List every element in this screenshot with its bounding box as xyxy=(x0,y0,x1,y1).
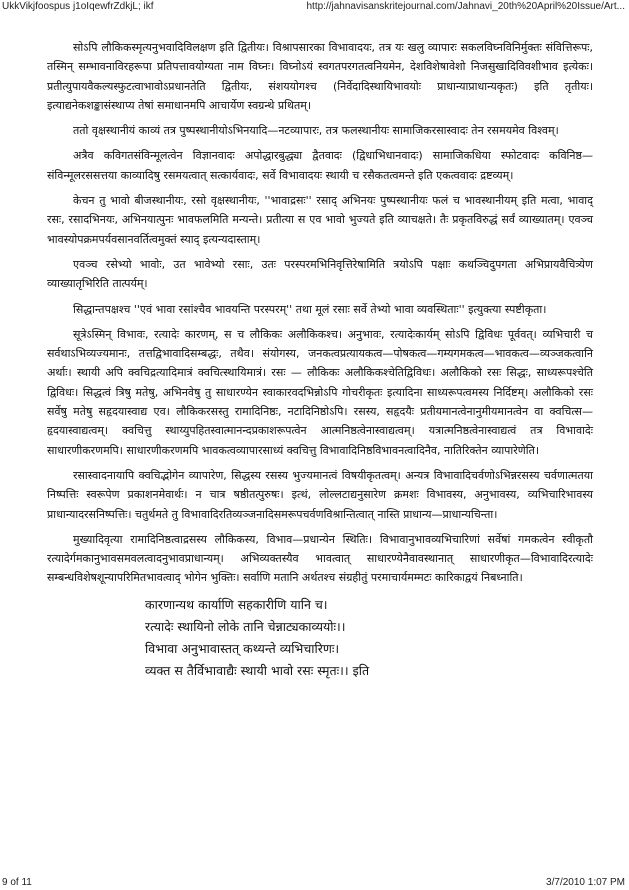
browser-print-header xyxy=(0,0,629,14)
verse-line-2: रत्यादेः स्थायिनो लोके तानि चेन्नाट्यकाव्ययोः।। xyxy=(145,618,346,634)
paragraph-4: केचन तु भावो बीजस्थानीयः, रसो वृक्षस्थानीयः, ''भावाद्रसः'' रसाद् अभिनयः पुष्पस्थानीयः फलं च भावस्थानीयम् इति मत्वा, भावाद् रसः, रसादभिनयः, अभिनयात्पुनः भावफलमिति मन्यन्ते। प्रतीत्या स एव भावो भुज्यते इति व्याचक्षते। तैः प्रकृतविरुद्धं सर्वं व्याख्यातम्। एवञ्च भावस्योपक्रमपर्यवसानवर्तित्वमुक्तं स्याद् इत्यन्यदास्ताम्। xyxy=(47,194,593,246)
paragraph-2: ततो वृक्षस्थानीयं काव्यं तत्र पुष्पस्थानीयोऽभिनयादि—नटव्यापारः, तत्र फलस्थानीयः सामाजिकरसास्वादः तेन रसमयमेव विश्वम्। xyxy=(73,124,559,138)
verse-line-1: कारणान्यथ कार्याणि सहकारीणि यानि च। xyxy=(145,596,328,612)
article-body xyxy=(47,38,593,682)
header-title: UkkVikjfoospus j1oIqewfrZdkjL; ikf xyxy=(2,1,154,12)
paragraph-6: सिद्धान्तपक्षश्च ''एवं भावा रसांश्चैव भावयन्ति परस्परम्'' तथा मूलं रसाः सर्वे तेभ्यो भावा व्यवस्थिताः'' इत्युक्त्या स्पष्टीकृता। xyxy=(73,302,547,316)
verse-line-3: विभावा अनुभावास्तत् कथ्यन्ते व्यभिचारिणः। xyxy=(145,640,340,656)
paragraph-8: रसास्वादनायापि क्वचिद्भोगेन व्यापारेण, सिद्धस्य रसस्य भुज्यमानत्वं विषयीकृतत्वम्। अन्यत्र विभावादिचर्वणोऽभिन्नरसस्य चर्वणात्मतया निष्पत्तिः स्वरूपेण प्रकाशनमेवार्थः। न चात्र षष्ठीतत्पुरुषः। इत्थं, लोल्लटाद्यनुसारेण क्रमशः विभावस्य, अनुभावस्य, व्यभिचारिभावस्य प्राधान्यादरसनिष्पत्तिः। चतुर्थमते तु विभावादिरतिव्यञ्जनादिसमरूपचर्वणविश्रान्तित्वात् नास्ति प्राधान्य—प्राधान्यचिन्ता। xyxy=(47,468,593,521)
paragraph-7: सूत्रेऽस्मिन् विभावः, रत्यादेः कारणम्, स च लौकिकः अलौकिकश्च। अनुभावः, रत्यादेःकार्यम् सोऽपि द्विविधः पूर्ववत्। व्यभिचारी च सर्वथाऽभिव्यज्यमानः, तत्तद्विभावादिसम्बद्धः, तथैव। संयोगस्य, जनकत्वप्रत्यायकत्व—पोषकत्व—गम्यगमकत्व—भावकत्व—व्यञ्जकत्वानि अर्थाः। स्थायी अपि क्वचिद्रत्यादिमात्रं क्वचित्स्थायिमात्रं। रसः — लौकिकः अलौकिकश्चेतिद्विविधः। अलौकिको रसः सिद्धः, साध्यरूपश्चेति द्विविधः। सिद्धत्वं त्रिषु मतेषु, अभिनवेषु तु साधारण्येन स्वाकारवदभिन्नोऽपि गोचरीकृतः इत्यादिना साध्यरूपत्वमस्य निर्दिष्टम्। अलौकिको रसः सर्वेषु मतेषु सहृदयास्वाद्य एव। लौकिकरसस्तु रामादिनिष्ठः, नटादिनिष्ठोऽपि। रसस्य, सहृदयैः प्रतीयमानत्वेनानुमीयमानत्वेन वा क्वचित्स— हृदयास्वाद्यत्वम्। क्वचित्तु स्थाय्युपहितस्वात्मानन्दप्रकाशरूपत्वेन आत्मनिष्ठत्वेनास्वाद्यत्वम्। यत्रात्मनिष्ठत्वेनास्वाद्यत्वं तत्र विभावादेः साधारणीकरणमपि। साधारणीकरणमपि भावकत्वव्यापारसाध्यं क्वचित्तु विभावादिनिष्ठविभावनत्वादिनैव, नातिरिक्तेन व्यापारेणेति। xyxy=(47,327,593,457)
paragraph-5: एवञ्च रसेभ्यो भावोः, उत भावेभ्यो रसाः, उतः परस्परमभिनिवृत्तिरेषामिति त्रयोऽपि पक्षाः कथञ्चिदुपगता अभिप्रायवैचित्र्येण व्याख्यातृभिरिति तात्पर्यम्। xyxy=(47,257,593,291)
header-url: http://jahnavisanskritejournal.com/Jahnavi_20th%20April%20Issue/Art... xyxy=(306,1,625,12)
browser-print-footer xyxy=(0,876,629,890)
page-counter: 9 of 11 xyxy=(2,877,32,888)
print-timestamp: 3/7/2010 1:07 PM xyxy=(546,877,625,888)
paragraph-3: अत्रैव कविगतसंविन्मूलत्वेन विज्ञानवादः अपोद्धारबुद्ध्या द्वैतवादः (द्विधाभिधानवादः) सामाजिकधिया स्फोटवादः कविनिष्ठ— संविन्मूलरससत्तया काव्यादिषु रसमयत्वात् सत्कार्यवादः, सर्वे विभावादयः स्थायी च रसैकतत्वमन्ते इति एकत्ववादः द्रष्टव्यम्। xyxy=(47,149,593,182)
verse-line-4: व्यक्त स तैर्विभावाद्यैः स्थायी भावो रसः स्मृतः।। इति xyxy=(145,662,370,678)
paragraph-1: सोऽपि लौकिकस्मृत्यनुभवादिविलक्षण इति द्वितीयः। विश्रापसारका विभावादयः, तत्र यः खलु व्यापारः सकलविघ्नविनिर्मुक्तः संवित्तिरूपः, तस्मिन् सम्भावनाविरहरूपा प्रतिपत्तावयोग्यता नाम विघ्नः। विघ्नोऽयं स्वगतपरगतत्वनियमेन, देशविशेषावेशो निजसुखादिविवशीभाव इत्येकः। प्रतीत्युपायवैकल्यस्फुटत्वाभावोऽप्रधानतेति द्वितीयः, संशययोगश्च (निर्वेदादिस्थायिभावयोः प्राधान्याप्राधान्यकृतः) इति तृतीयः। इत्याद्यनेकशङ्कासंस्थाप्य तेषां समाधानमपि आचार्येण स्वग्रन्थे प्रथितम्। xyxy=(47,41,593,112)
paragraph-9: मुख्यादिवृत्या रामादिनिष्ठत्वाद्रसस्य लौकिकस्य, विभाव—प्रधान्येन स्थितिः। विभावानुभावव्यभिचारिणां सर्वेषां गमकत्वेन स्वीकृतौ रत्यादेर्गमकानुभावसमवलत्वादनुभावप्राधान्यम्। अभिव्यक्तस्यैव भावत्वात् साधारण्येनैवावस्थानात् साधारणीकृत—विभावादिरत्यादेः सम्बन्धविशेषशून्यापरिमितभावत्वाद् भोगेन भुक्तिः। सर्वाणि मतानि अर्थतश्च संग्रहीतुं परमाचार्यमम्मटः कारिकाद्वयं निबध्नाति। xyxy=(47,532,593,585)
verse-block xyxy=(145,594,593,682)
